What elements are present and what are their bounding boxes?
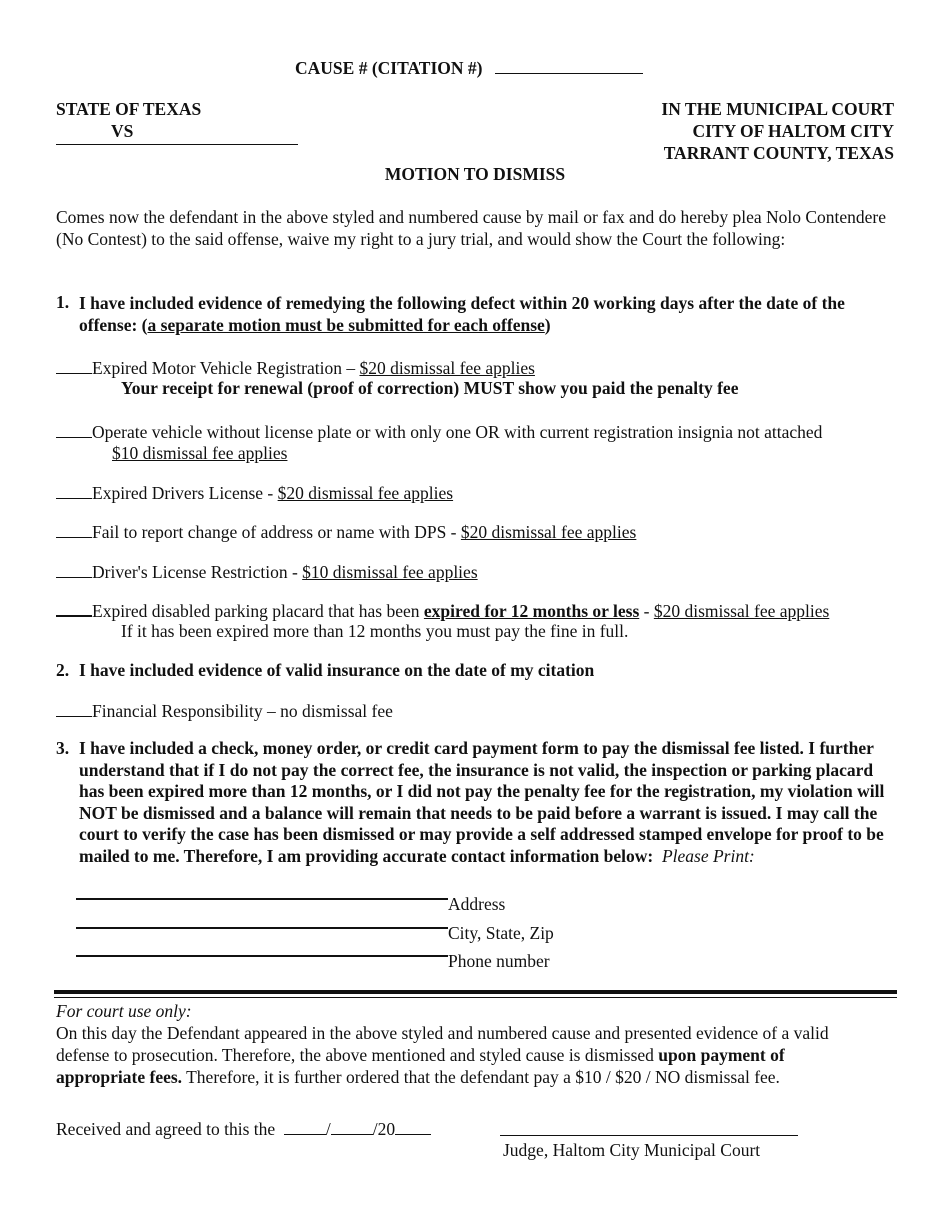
received-label: Received and agreed to this the xyxy=(56,1119,276,1139)
defendant-name-blank[interactable] xyxy=(56,144,298,145)
checkbox-blank-plate[interactable] xyxy=(56,421,92,438)
item-registration-fee: $20 dismissal fee applies xyxy=(359,358,535,378)
item-license xyxy=(56,482,453,504)
intro-paragraph: Comes now the defendant in the above styled and numbered cause by mail or fax and do hereby plea Nolo Contendere (No Contest) to the said offense, waive my right to a jury trial, and would show the Court the following: xyxy=(56,207,887,249)
court-use-paragraph xyxy=(56,1022,856,1088)
section-3-text xyxy=(79,738,899,868)
section-1-number: 1. xyxy=(56,292,70,312)
item-address-fee: $20 dismissal fee applies xyxy=(460,522,637,542)
date-day-blank[interactable] xyxy=(331,1118,373,1135)
received-date-line xyxy=(56,1118,431,1140)
checkbox-blank-registration[interactable] xyxy=(56,357,92,374)
page-title: MOTION TO DISMISS xyxy=(384,164,566,184)
phone-number-label: Phone number xyxy=(448,951,550,971)
checkbox-blank-address[interactable] xyxy=(56,521,92,538)
cause-number-blank[interactable] xyxy=(495,57,643,74)
section-3-body: I have included a check, money order, or credit card payment form to pay the dismissal fee listed. I further understand that if I do not pay the correct fee, the insurance is not valid, the inspection or parking placard has been expired more than 12 months, or I did not pay the penalty fee for the registration, my violation will NOT be dismissed and a balance will remain that needs to be paid before a warrant is issued. I may call the court to verify the case has been dismissed or may provide a self addressed stamped envelope for proof to be mailed to me. Therefore, I am providing accurate contact information below: xyxy=(79,738,885,866)
checkbox-blank-financial[interactable] xyxy=(56,700,92,717)
section-2-number: 2. xyxy=(56,660,70,680)
section-3-number: 3. xyxy=(56,738,70,758)
court-use-divider xyxy=(54,990,897,994)
checkbox-blank-restriction[interactable] xyxy=(56,561,92,578)
date-year-prefix: /20 xyxy=(372,1119,396,1139)
court-use-text-b: Therefore, it is further ordered that the defendant pay a $10 / $20 / NO dismissal fee. xyxy=(182,1067,780,1087)
court-line-2: CITY OF HALTOM CITY xyxy=(692,121,894,141)
separate-motion-note: a separate motion must be submitted for each offense xyxy=(147,315,545,335)
court-line-1: IN THE MUNICIPAL COURT xyxy=(661,99,894,119)
court-use-divider-thin xyxy=(54,997,897,998)
item-license-label: Expired Drivers License - xyxy=(92,483,278,503)
checkbox-blank-license[interactable] xyxy=(56,482,92,499)
judge-signature-line[interactable] xyxy=(500,1135,798,1136)
address-input-line[interactable] xyxy=(76,898,448,900)
court-line-3: TARRANT COUNTY, TEXAS xyxy=(663,143,894,163)
item-placard xyxy=(56,599,829,622)
section-1-text-b: ) xyxy=(544,315,551,335)
item-restriction-fee: $10 dismissal fee applies xyxy=(302,562,478,582)
vs-label: VS xyxy=(111,121,134,141)
item-restriction-label: Driver's License Restriction - xyxy=(92,562,303,582)
section-2-text: I have included evidence of valid insurance on the date of my citation xyxy=(79,660,595,680)
date-sep: / xyxy=(325,1119,331,1139)
date-year-blank[interactable] xyxy=(395,1118,431,1135)
court-use-heading: For court use only: xyxy=(56,1001,192,1021)
item-placard-fee: $20 dismissal fee applies xyxy=(653,601,830,621)
item-plate xyxy=(56,421,822,443)
city-state-zip-input-line[interactable] xyxy=(76,927,448,929)
address-label: Address xyxy=(448,894,506,914)
item-placard-sep: - xyxy=(639,601,654,621)
item-address-label: Fail to report change of address or name with DPS - xyxy=(92,522,461,542)
item-registration-note: Your receipt for renewal (proof of correction) MUST show you paid the penalty fee xyxy=(121,378,739,398)
court-use-text-bold: upon payment of appropriate fees. xyxy=(56,1045,785,1087)
item-registration-label: Expired Motor Vehicle Registration – xyxy=(92,358,360,378)
item-placard-emphasis: expired for 12 months or less xyxy=(423,601,640,621)
city-state-zip-label: City, State, Zip xyxy=(448,923,554,943)
item-financial-label: Financial Responsibility – no dismissal fee xyxy=(92,701,393,721)
checkbox-blank-placard[interactable] xyxy=(56,599,92,617)
cause-number-line xyxy=(295,57,643,79)
date-month-blank[interactable] xyxy=(284,1118,326,1135)
cause-label: CAUSE # (CITATION #) xyxy=(295,58,483,78)
item-financial-responsibility xyxy=(56,700,393,722)
item-plate-label: Operate vehicle without license plate or with only one OR with current registration insignia not attached xyxy=(92,422,823,442)
section-1-text xyxy=(79,292,899,336)
item-plate-fee: $10 dismissal fee applies xyxy=(112,443,288,463)
left-party: STATE OF TEXAS xyxy=(56,99,202,119)
please-print-label: Please Print: xyxy=(661,845,755,866)
item-placard-note: If it has been expired more than 12 months you must pay the fine in full. xyxy=(121,621,629,641)
item-address-change xyxy=(56,521,636,543)
judge-label: Judge, Haltom City Municipal Court xyxy=(503,1140,761,1160)
item-placard-label: Expired disabled parking placard that has been xyxy=(92,601,424,621)
item-registration xyxy=(56,357,535,379)
section-1-text-a: I have included evidence of remedying the following defect within 20 working days after the date of the offense: ( xyxy=(79,293,845,335)
court-use-text-a: On this day the Defendant appeared in the above styled and numbered cause and presented evidence of a valid defense to prosecution. Therefore, the above mentioned and styled cause is dismissed xyxy=(56,1023,829,1065)
item-license-fee: $20 dismissal fee applies xyxy=(277,483,454,503)
item-restriction xyxy=(56,561,478,583)
phone-number-input-line[interactable] xyxy=(76,955,448,957)
